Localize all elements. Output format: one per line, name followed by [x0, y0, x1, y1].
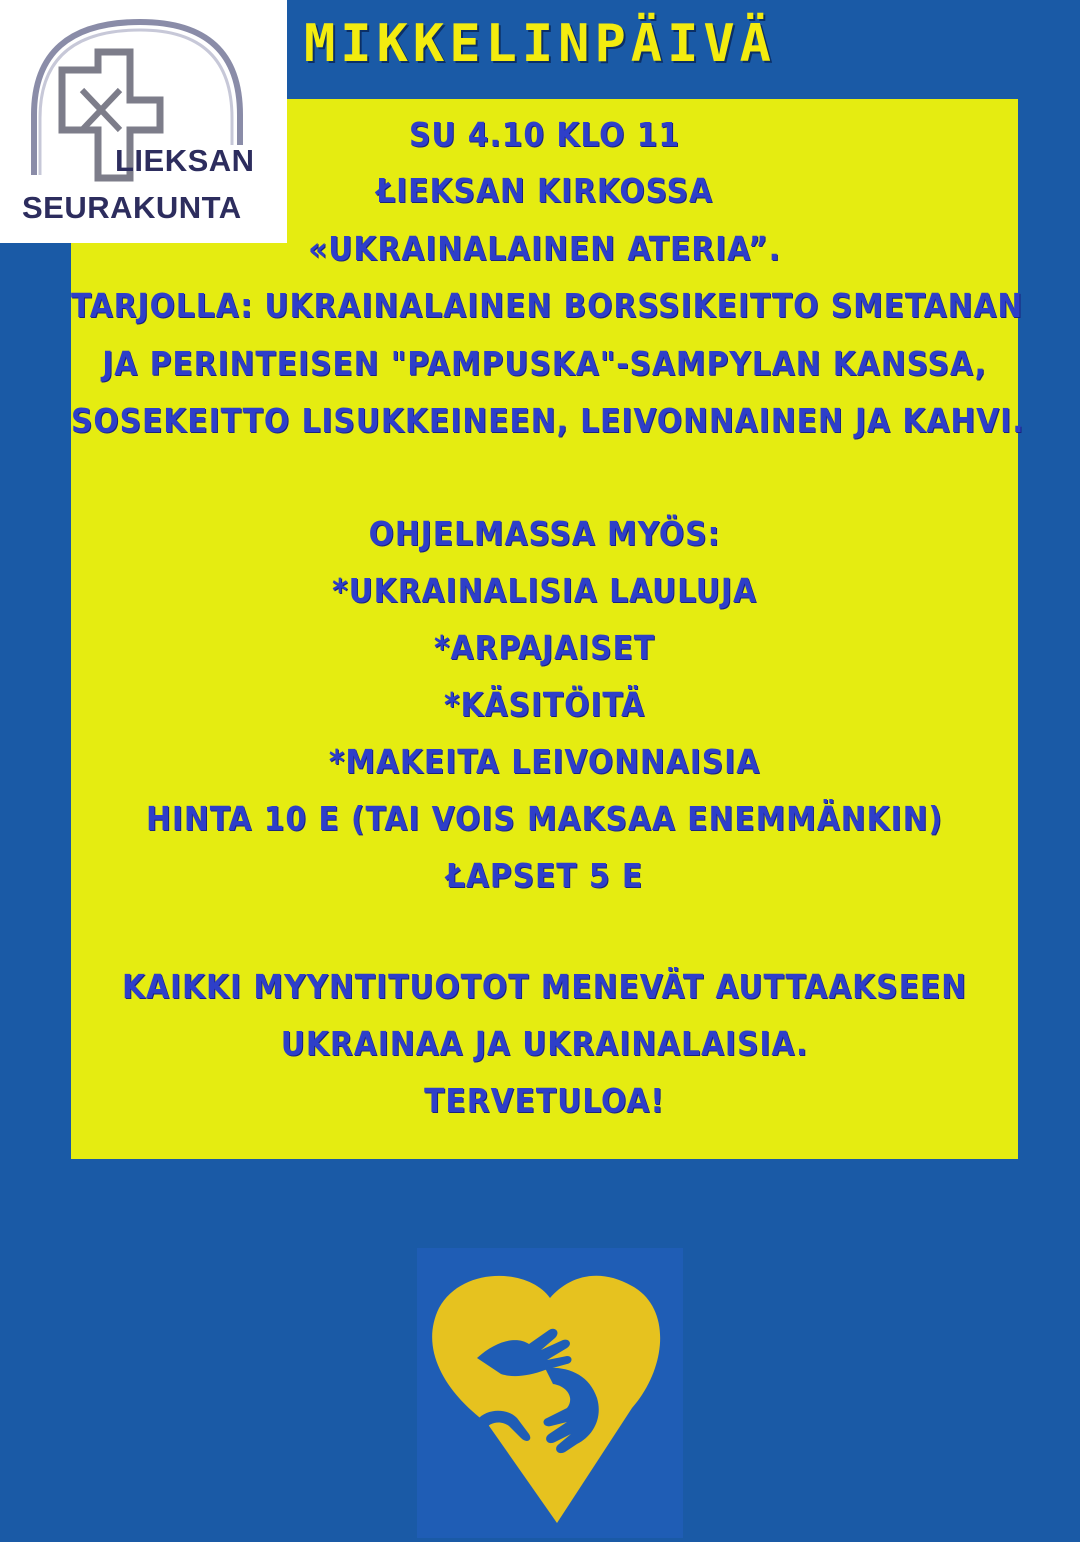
price-children: ŁAPSET 5 E: [445, 856, 644, 895]
event-location: ŁIEKSAN KIRKOSSA: [376, 171, 713, 210]
program-item-raffle: *ARPAJAISET: [433, 628, 656, 667]
program-item-crafts: *KÄSITÖITÄ: [443, 685, 646, 724]
event-name: «UKRAINALAINEN ATERIA”.: [308, 229, 781, 268]
program-item-songs: *UKRAINALISIA LAULUJA: [332, 571, 757, 610]
price-adult: HINTA 10 E (TAI VOIS MAKSAA ENEMMÄNKIN): [146, 799, 943, 838]
program-heading: OHJELMASSA MYÖS:: [368, 514, 721, 553]
welcome-text: TERVETULOA!: [424, 1081, 665, 1120]
logo-text-line2: SEURAKUNTA: [22, 190, 242, 225]
event-date-time: SU 4.10 KLO 11: [408, 115, 681, 154]
logo-text-line1: LIEKSAN: [115, 143, 255, 178]
church-logo: [0, 0, 287, 243]
heart-hands-icon: [417, 1248, 683, 1538]
menu-line-3: SOSEKEITTO LISUKKEINEEN, LEIVONNAINEN JA KAHVI.: [71, 401, 1025, 440]
proceeds-line-1: KAIKKI MYYNTITUOTOT MENEVÄT AUTTAAKSEEN: [121, 967, 967, 1006]
proceeds-line-2: UKRAINAA JA UKRAINALAISIA.: [280, 1024, 809, 1063]
menu-line-1: TARJOLLA: UKRAINALAINEN BORSSIKEITTO SMETANAN: [71, 286, 1024, 325]
page-title: MIKKELINPÄIVÄ: [304, 14, 776, 74]
menu-line-2: JA PERINTEISEN "PAMPUSKA"-SAMPYLAN KANSSA,: [102, 344, 987, 383]
heart-illustration: [417, 1248, 683, 1538]
program-item-pastries: *MAKEITA LEIVONNAISIA: [328, 742, 761, 781]
